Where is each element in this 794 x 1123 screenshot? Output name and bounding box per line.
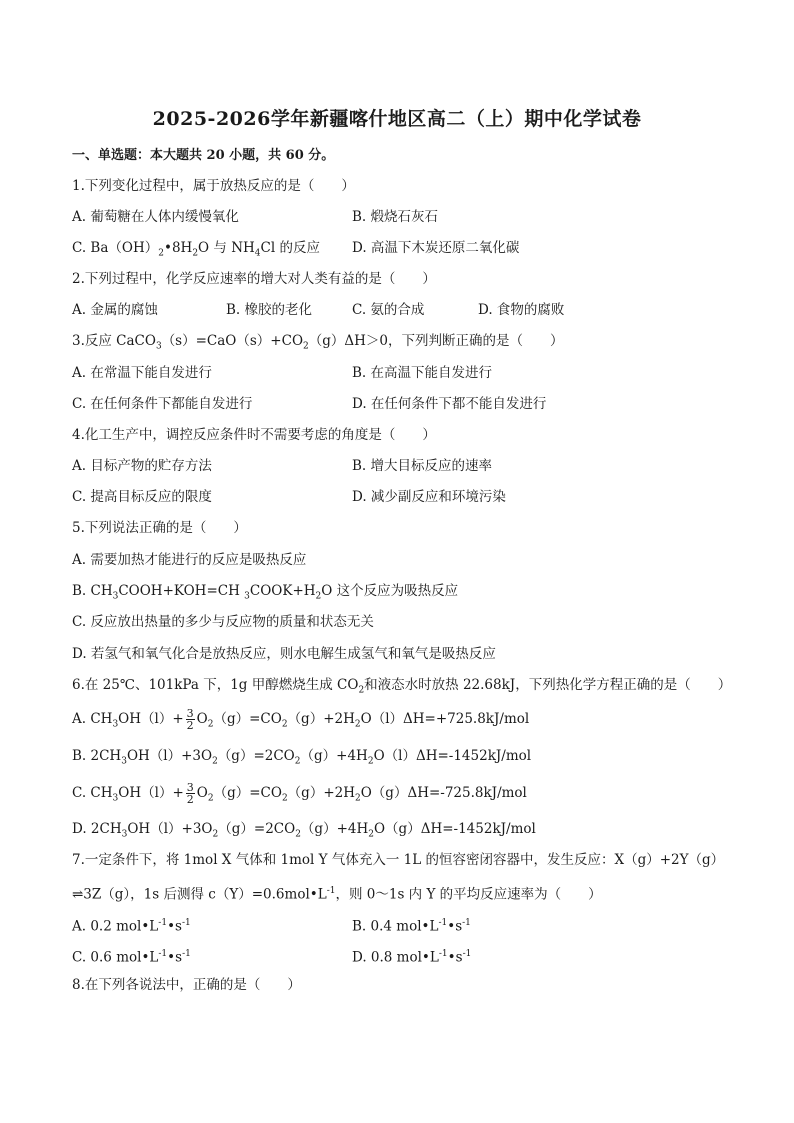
question-5-option-c[interactable]: C. 反应放出热量的多少与反应物的质量和状态无关 [72, 614, 374, 630]
fraction-three-halves: $\frac{3}{2}$ [186, 707, 194, 732]
question-4-option-d[interactable]: D. 减少副反应和环境污染 [352, 489, 506, 505]
question-2-option-d[interactable]: D. 食物的腐败 [478, 302, 565, 318]
question-2-option-c[interactable]: C. 氨的合成 [352, 302, 425, 318]
question-2-option-a[interactable]: A. 金属的腐蚀 [72, 302, 158, 318]
question-7-option-c[interactable]: C. 0.6 $mol•L^{-1}•s^{-1}$ [72, 949, 191, 966]
question-3-stem: 3.反应 $CaCO_3(s)=CaO(s)+CO_2(g)\Delta H>0$，下列判断正确的是（ ） [72, 333, 564, 352]
question-6-option-d[interactable]: D. $2CH_3OH(l)+3O_2(g)=2CO_2(g)+4H_2O(g)\Delta H=-1452kJ$/mol [72, 821, 536, 840]
question-5-option-b[interactable]: B. $CH_3COOH+KOH=CH$ $_3COOK+H_2O$ 这个反应为吸热反应 [72, 583, 459, 602]
question-7-option-a[interactable]: A. 0.2 $mol•L^{-1}•s^{-1}$ [72, 918, 191, 935]
question-5-option-a[interactable]: A. 需要加热才能进行的反应是吸热反应 [72, 552, 307, 568]
question-6-option-c[interactable]: C. $CH_3OH(l)+$ $\frac{3}{2}$ $O_2(g)=CO_2(g)+2H_2O(g)\Delta H=-725.8kJ$/mol [72, 781, 527, 806]
question-3-option-d[interactable]: D. 在任何条件下都不能自发进行 [352, 396, 547, 412]
question-5-stem: 5.下列说法正确的是（ ） [72, 520, 247, 536]
question-6-option-a[interactable]: A. $CH_3OH(l)+$ $\frac{3}{2}$ $O_2(g)=CO_2(g)+2H_2O(l)\Delta H=+725.8kJ$/mol [72, 707, 530, 732]
page-title: 2025-2026学年新疆喀什地区高二（上）期中化学试卷 [152, 108, 642, 130]
question-3-option-b[interactable]: B. 在高温下能自发进行 [352, 365, 493, 381]
question-8-stem: 8.在下列各说法中，正确的是（ ） [72, 977, 301, 993]
question-1-stem: 1.下列变化过程中，属于放热反应的是（ ） [72, 178, 355, 194]
question-4-option-a[interactable]: A. 目标产物的贮存方法 [72, 458, 212, 474]
question-1-option-c[interactable]: C. $Ba(OH)_2•8H_2O$ 与 $NH_4Cl$ 的反应 [72, 240, 320, 259]
question-7-stem-line-1: 7.一定条件下，将 1mol X 气体和 1mol Y 气体充入一 1L 的恒容密闭容器中，发生反应：X（g）+2Y（g） [72, 852, 725, 868]
question-3-option-c[interactable]: C. 在任何条件下都能自发进行 [72, 396, 253, 412]
question-4-option-c[interactable]: C. 提高目标反应的限度 [72, 489, 212, 505]
question-6-stem: 6.在 25℃、101kPa 下，1g 甲醇燃烧生成 $CO_2$和液态水时放热 22.68kJ，下列热化学方程正确的是（ ） [72, 677, 732, 696]
section-heading: 一、单选题：本大题共 20 小题，共 60 分。 [72, 148, 335, 163]
question-5-option-d[interactable]: D. 若氢气和氧气化合是放热反应，则水电解生成氢气和氧气是吸热反应 [72, 646, 496, 662]
question-1-option-b[interactable]: B. 煅烧石灰石 [352, 209, 439, 225]
question-4-stem: 4.化工生产中，调控反应条件时不需要考虑的角度是（ ） [72, 427, 436, 443]
question-4-option-b[interactable]: B. 增大目标反应的速率 [352, 458, 493, 474]
question-7-option-b[interactable]: B. 0.4 $mol•L^{-1}•s^{-1}$ [352, 918, 471, 935]
fraction-three-halves: $\frac{3}{2}$ [186, 781, 194, 806]
question-2-option-b[interactable]: B. 橡胶的老化 [226, 302, 313, 318]
question-7-option-d[interactable]: D. 0.8 $mol•L^{-1}•s^{-1}$ [352, 949, 472, 966]
question-1-option-a[interactable]: A. 葡萄糖在人体内缓慢氧化 [72, 209, 239, 225]
question-3-option-a[interactable]: A. 在常温下能自发进行 [72, 365, 212, 381]
question-2-stem: 2.下列过程中，化学反应速率的增大对人类有益的是（ ） [72, 271, 436, 287]
question-7-stem-line-2: ⇌3Z（g），1s 后测得 $c(Y)=0.6mol•L^{-1}$，则 0～1s 内 Y 的平均反应速率为（ ） [72, 886, 602, 903]
question-1-option-d[interactable]: D. 高温下木炭还原二氧化碳 [352, 240, 520, 256]
question-6-option-b[interactable]: B. $2CH_3OH(l)+3O_2(g)=2CO_2(g)+4H_2O(l)\Delta H=-1452kJ$/mol [72, 748, 532, 767]
